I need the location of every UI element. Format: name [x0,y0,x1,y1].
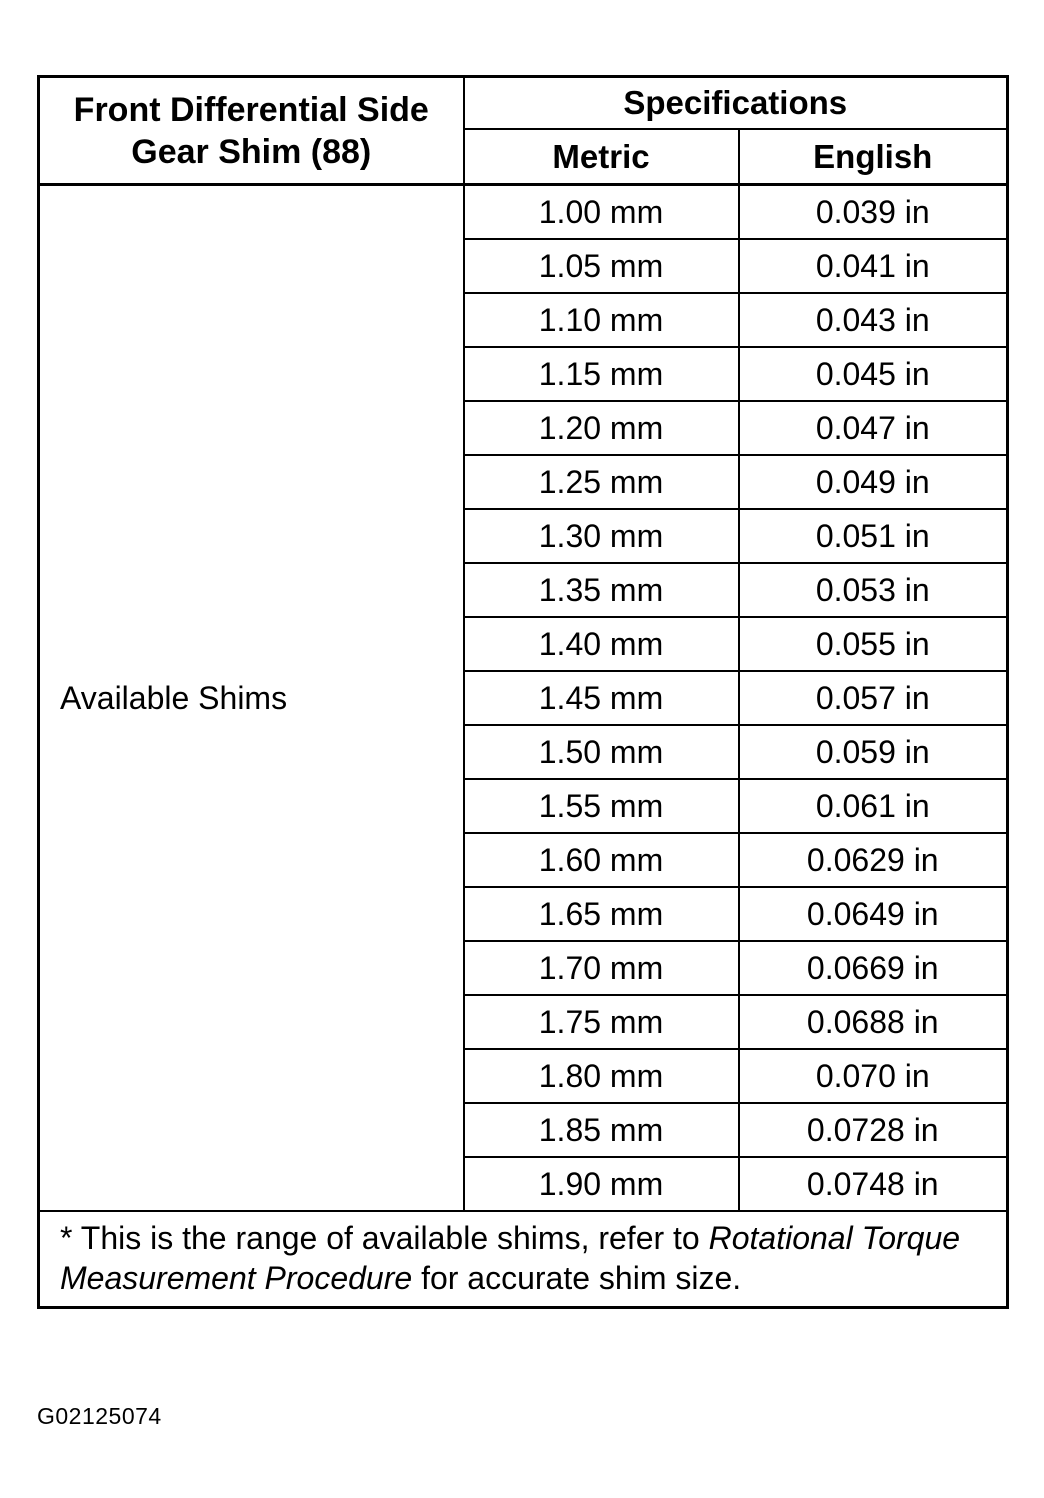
shim-rows [39,185,1008,1212]
english-value: 0.0649 in [739,887,1008,941]
table-row [39,185,1008,240]
metric-value: 1.50 mm [464,725,739,779]
english-value: 0.039 in [739,185,1008,240]
metric-value: 1.80 mm [464,1049,739,1103]
english-value: 0.0669 in [739,941,1008,995]
metric-value: 1.20 mm [464,401,739,455]
english-value: 0.059 in [739,725,1008,779]
metric-value: 1.75 mm [464,995,739,1049]
available-shims-label: Available Shims [39,185,464,1212]
english-value: 0.070 in [739,1049,1008,1103]
english-value: 0.051 in [739,509,1008,563]
metric-value: 1.00 mm [464,185,739,240]
metric-value: 1.45 mm [464,671,739,725]
english-value: 0.0629 in [739,833,1008,887]
english-value: 0.055 in [739,617,1008,671]
metric-value: 1.85 mm [464,1103,739,1157]
english-column-header: English [739,129,1008,185]
footnote-prefix: * This is the range of available shims, refer to [60,1220,709,1256]
english-value: 0.047 in [739,401,1008,455]
component-header: Front Differential Side Gear Shim (88) [39,77,464,185]
english-value: 0.0688 in [739,995,1008,1049]
shim-spec-table [37,75,1009,1309]
footnote-suffix: for accurate shim size. [412,1260,742,1296]
english-value: 0.061 in [739,779,1008,833]
english-value: 0.0728 in [739,1103,1008,1157]
metric-value: 1.70 mm [464,941,739,995]
metric-value: 1.60 mm [464,833,739,887]
metric-value: 1.05 mm [464,239,739,293]
metric-value: 1.65 mm [464,887,739,941]
metric-value: 1.25 mm [464,455,739,509]
figure-code: G02125074 [37,1403,162,1429]
metric-value: 1.15 mm [464,347,739,401]
english-value: 0.043 in [739,293,1008,347]
metric-value: 1.55 mm [464,779,739,833]
metric-value: 1.40 mm [464,617,739,671]
metric-value: 1.30 mm [464,509,739,563]
english-value: 0.053 in [739,563,1008,617]
procedure-reference: Rotational Torque Measurement Procedure [60,1220,961,1296]
specifications-header: Specifications [464,77,1008,130]
english-value: 0.041 in [739,239,1008,293]
metric-value: 1.90 mm [464,1157,739,1211]
english-value: 0.0748 in [739,1157,1008,1211]
footnote [39,1211,1008,1308]
metric-value: 1.10 mm [464,293,739,347]
english-value: 0.057 in [739,671,1008,725]
english-value: 0.045 in [739,347,1008,401]
metric-column-header: Metric [464,129,739,185]
english-value: 0.049 in [739,455,1008,509]
metric-value: 1.35 mm [464,563,739,617]
